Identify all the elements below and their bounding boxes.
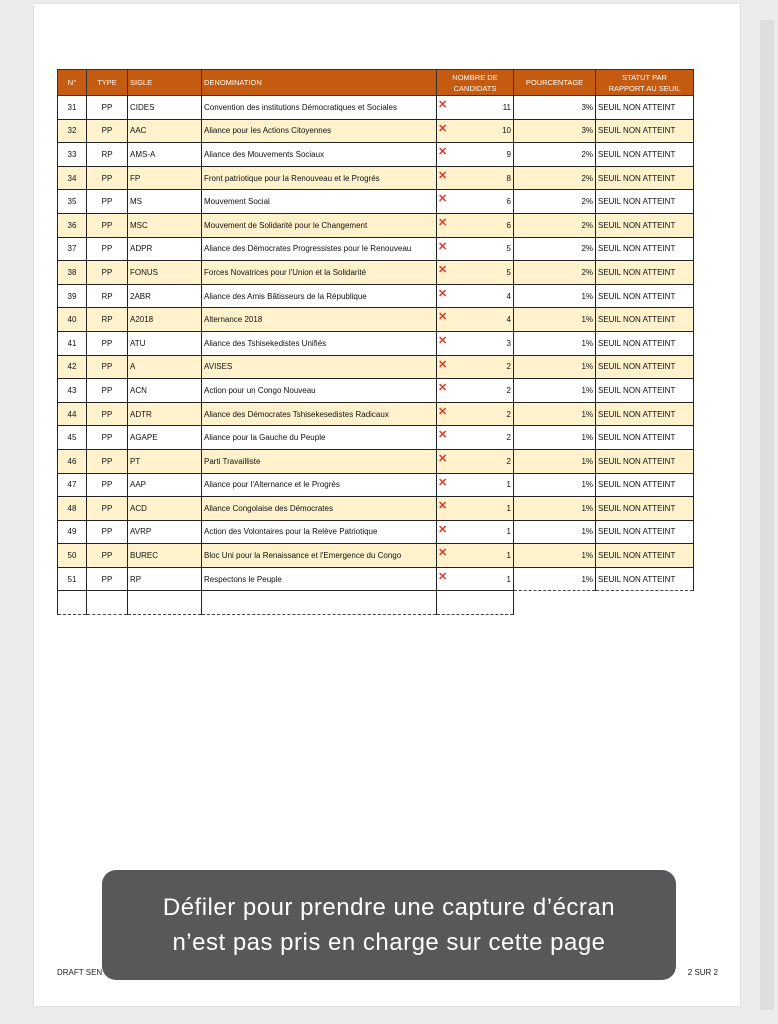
table-row <box>58 544 694 568</box>
cell-num: 42 <box>58 355 87 379</box>
cell-candidats <box>437 213 514 237</box>
cell-type: PP <box>87 426 128 450</box>
cell-sigle: ATU <box>128 331 202 355</box>
cell-sigle: FP <box>128 166 202 190</box>
table-row <box>58 284 694 308</box>
table-row <box>58 567 694 591</box>
cell-candidats <box>437 473 514 497</box>
cell-num: 36 <box>58 213 87 237</box>
cell-candidats-value: 4 <box>506 315 511 325</box>
x-mark-icon: ✕ <box>438 99 448 111</box>
cell-candidats <box>437 284 514 308</box>
cell-type: PP <box>87 520 128 544</box>
scrollbar-track[interactable] <box>760 20 774 1010</box>
blank-cell <box>128 591 202 615</box>
x-mark-icon: ✕ <box>438 429 448 442</box>
cell-candidats-value: 5 <box>506 267 511 277</box>
cell-statut: SEUIL NON ATTEINT <box>596 449 694 473</box>
cell-denomination: Front patriotique pour la Renouveau et le Progrés <box>202 166 437 190</box>
cell-candidats-value: 2 <box>506 362 511 372</box>
cell-sigle: FONUS <box>128 261 202 285</box>
cell-candidats <box>437 449 514 473</box>
cell-pourcentage: 1% <box>514 331 596 355</box>
cell-statut: SEUIL NON ATTEINT <box>596 331 694 355</box>
page-number: 2 SUR 2 <box>687 968 718 977</box>
cell-candidats-value: 5 <box>506 244 511 254</box>
cell-type: RP <box>87 284 128 308</box>
cell-type: PP <box>87 119 128 143</box>
cell-num: 43 <box>58 379 87 403</box>
cell-candidats-value: 9 <box>506 149 511 159</box>
x-mark-icon: ✕ <box>438 382 448 395</box>
document-page <box>34 4 740 1006</box>
cell-pourcentage: 1% <box>514 426 596 450</box>
cell-pourcentage: 2% <box>514 261 596 285</box>
cell-statut: SEUIL NON ATTEINT <box>596 355 694 379</box>
screenshot-toast <box>102 870 676 980</box>
cell-sigle: A <box>128 355 202 379</box>
cell-type: PP <box>87 497 128 521</box>
cell-candidats <box>437 567 514 591</box>
table-blank-row <box>58 591 694 615</box>
cell-candidats <box>437 308 514 332</box>
cell-denomination: Aliance des Tshisekedistes Unifiés <box>202 331 437 355</box>
table-row <box>58 96 694 120</box>
cell-candidats <box>437 379 514 403</box>
cell-num: 44 <box>58 402 87 426</box>
cell-pourcentage: 2% <box>514 190 596 214</box>
cell-sigle: AAC <box>128 119 202 143</box>
cell-candidats <box>437 190 514 214</box>
header-statut <box>596 70 694 96</box>
cell-statut: SEUIL NON ATTEINT <box>596 166 694 190</box>
cell-statut: SEUIL NON ATTEINT <box>596 143 694 167</box>
cell-pourcentage: 1% <box>514 308 596 332</box>
cell-candidats-value: 1 <box>506 551 511 561</box>
table-row <box>58 237 694 261</box>
cell-statut: SEUIL NON ATTEINT <box>596 190 694 214</box>
cell-num: 47 <box>58 473 87 497</box>
cell-sigle: ACN <box>128 379 202 403</box>
cell-num: 41 <box>58 331 87 355</box>
cell-denomination: Aliance des Démocrates Progressistes pour le Renouveau <box>202 237 437 261</box>
cell-pourcentage: 1% <box>514 473 596 497</box>
cell-statut: SEUIL NON ATTEINT <box>596 473 694 497</box>
table-row <box>58 426 694 450</box>
cell-statut: SEUIL NON ATTEINT <box>596 284 694 308</box>
x-mark-icon: ✕ <box>438 523 448 536</box>
cell-pourcentage: 2% <box>514 143 596 167</box>
header-candidats-line1: NOMBRE DE <box>452 72 498 82</box>
cell-candidats <box>437 166 514 190</box>
cell-denomination: Action des Volontaires pour la Relève Patriotique <box>202 520 437 544</box>
cell-num: 40 <box>58 308 87 332</box>
cell-statut: SEUIL NON ATTEINT <box>596 308 694 332</box>
table-row <box>58 520 694 544</box>
x-mark-icon: ✕ <box>438 240 448 253</box>
cell-pourcentage: 1% <box>514 544 596 568</box>
cell-pourcentage: 2% <box>514 213 596 237</box>
table-row <box>58 261 694 285</box>
cell-denomination: Action pour un Congo Nouveau <box>202 379 437 403</box>
cell-candidats-value: 8 <box>506 173 511 183</box>
cell-candidats-value: 1 <box>506 574 511 584</box>
table-row <box>58 497 694 521</box>
cell-denomination: Forces Novatrices pour l'Union et la Solidarité <box>202 261 437 285</box>
table-row <box>58 379 694 403</box>
cell-candidats-value: 2 <box>506 433 511 443</box>
cell-sigle: ADPR <box>128 237 202 261</box>
x-mark-icon: ✕ <box>438 264 448 277</box>
cell-type: PP <box>87 567 128 591</box>
header-statut-line1: STATUT PAR <box>622 72 667 82</box>
cell-denomination: Alternance 2018 <box>202 308 437 332</box>
cell-candidats-value: 3 <box>506 338 511 348</box>
x-mark-icon: ✕ <box>438 500 448 513</box>
cell-candidats <box>437 261 514 285</box>
cell-pourcentage: 1% <box>514 567 596 591</box>
cell-sigle: AVRP <box>128 520 202 544</box>
cell-type: PP <box>87 449 128 473</box>
cell-sigle: A2018 <box>128 308 202 332</box>
cell-candidats-value: 1 <box>506 480 511 490</box>
header-type: TYPE <box>87 70 128 96</box>
cell-pourcentage: 2% <box>514 237 596 261</box>
cell-num: 51 <box>58 567 87 591</box>
table-body <box>58 96 694 591</box>
x-mark-icon: ✕ <box>438 452 448 465</box>
cell-denomination: Aliance des Démocrates Tshisekesedistes Radicaux <box>202 402 437 426</box>
cell-candidats-value: 2 <box>506 409 511 419</box>
cell-type: PP <box>87 473 128 497</box>
cell-statut: SEUIL NON ATTEINT <box>596 520 694 544</box>
blank-cell <box>437 591 514 615</box>
cell-denomination: Respectons le Peuple <box>202 567 437 591</box>
cell-num: 38 <box>58 261 87 285</box>
cell-num: 46 <box>58 449 87 473</box>
cell-denomination: Mouvement de Solidarité pour le Changement <box>202 213 437 237</box>
header-candidats-line2: CANDIDATS <box>453 83 497 93</box>
cell-type: PP <box>87 402 128 426</box>
cell-pourcentage: 2% <box>514 166 596 190</box>
cell-pourcentage: 1% <box>514 520 596 544</box>
cell-type: PP <box>87 213 128 237</box>
cell-pourcentage: 1% <box>514 497 596 521</box>
table-row <box>58 190 694 214</box>
cell-candidats <box>437 497 514 521</box>
cell-type: PP <box>87 96 128 120</box>
blank-cell <box>202 591 437 615</box>
cell-denomination: Aliance pour la Gauche du Peuple <box>202 426 437 450</box>
header-sigle: SIGLE <box>128 70 202 96</box>
cell-candidats <box>437 544 514 568</box>
cell-denomination: Aliance des Mouvements Sociaux <box>202 143 437 167</box>
cell-type: PP <box>87 544 128 568</box>
x-mark-icon: ✕ <box>438 216 448 229</box>
cell-num: 39 <box>58 284 87 308</box>
table-row <box>58 166 694 190</box>
cell-type: PP <box>87 261 128 285</box>
cell-candidats <box>437 331 514 355</box>
cell-sigle: AGAPE <box>128 426 202 450</box>
cell-candidats-value: 2 <box>506 456 511 466</box>
cell-statut: SEUIL NON ATTEINT <box>596 497 694 521</box>
cell-num: 49 <box>58 520 87 544</box>
cell-type: RP <box>87 308 128 332</box>
x-mark-icon: ✕ <box>438 311 448 324</box>
cell-candidats <box>437 520 514 544</box>
x-mark-icon: ✕ <box>438 334 448 347</box>
table-row <box>58 308 694 332</box>
cell-sigle: ACD <box>128 497 202 521</box>
cell-type: PP <box>87 355 128 379</box>
cell-sigle: AMS-A <box>128 143 202 167</box>
cell-type: PP <box>87 190 128 214</box>
header-pourcentage: POURCENTAGE <box>514 70 596 96</box>
cell-num: 37 <box>58 237 87 261</box>
cell-num: 35 <box>58 190 87 214</box>
cell-num: 31 <box>58 96 87 120</box>
x-mark-icon: ✕ <box>438 287 448 300</box>
cell-pourcentage: 3% <box>514 96 596 120</box>
cell-sigle: AAP <box>128 473 202 497</box>
cell-num: 45 <box>58 426 87 450</box>
x-mark-icon: ✕ <box>438 169 448 182</box>
cell-candidats <box>437 119 514 143</box>
cell-type: PP <box>87 237 128 261</box>
cell-statut: SEUIL NON ATTEINT <box>596 379 694 403</box>
cell-candidats <box>437 402 514 426</box>
table-row <box>58 213 694 237</box>
cell-candidats <box>437 96 514 120</box>
results-table <box>57 69 694 615</box>
cell-pourcentage: 1% <box>514 284 596 308</box>
cell-sigle: MSC <box>128 213 202 237</box>
table-row <box>58 119 694 143</box>
cell-denomination: Mouvement Social <box>202 190 437 214</box>
header-num: N° <box>58 70 87 96</box>
x-mark-icon: ✕ <box>438 476 448 489</box>
cell-statut: SEUIL NON ATTEINT <box>596 544 694 568</box>
blank-cell <box>58 591 87 615</box>
cell-candidats-value: 11 <box>502 102 511 112</box>
cell-candidats <box>437 426 514 450</box>
blank-cell <box>596 591 694 615</box>
cell-pourcentage: 3% <box>514 119 596 143</box>
cell-candidats <box>437 143 514 167</box>
cell-candidats-value: 6 <box>506 197 511 207</box>
cell-candidats-value: 1 <box>506 503 511 513</box>
cell-type: RP <box>87 143 128 167</box>
table-row <box>58 402 694 426</box>
cell-sigle: ADTR <box>128 402 202 426</box>
cell-num: 32 <box>58 119 87 143</box>
x-mark-icon: ✕ <box>438 358 448 371</box>
cell-denomination: AVISES <box>202 355 437 379</box>
x-mark-icon: ✕ <box>438 570 448 583</box>
table-row <box>58 449 694 473</box>
cell-statut: SEUIL NON ATTEINT <box>596 96 694 120</box>
cell-statut: SEUIL NON ATTEINT <box>596 426 694 450</box>
cell-candidats-value: 10 <box>502 126 511 136</box>
cell-pourcentage: 1% <box>514 355 596 379</box>
cell-type: PP <box>87 331 128 355</box>
cell-denomination: Aliance des Amis Bâtisseurs de la République <box>202 284 437 308</box>
toast-line-2: n’est pas pris en charge sur cette page <box>172 929 606 956</box>
x-mark-icon: ✕ <box>438 193 448 206</box>
table-row <box>58 473 694 497</box>
cell-candidats <box>437 355 514 379</box>
cell-sigle: RP <box>128 567 202 591</box>
cell-sigle: MS <box>128 190 202 214</box>
cell-num: 48 <box>58 497 87 521</box>
blank-cell <box>87 591 128 615</box>
table-row <box>58 331 694 355</box>
header-candidats <box>437 70 514 96</box>
table-row <box>58 143 694 167</box>
cell-denomination: Aliance Congolaise des Démocrates <box>202 497 437 521</box>
cell-candidats-value: 2 <box>506 385 511 395</box>
x-mark-icon: ✕ <box>438 146 448 159</box>
footer-left-text: DRAFT SEN <box>57 968 103 977</box>
cell-denomination: Aliance pour les Actions Citoyennes <box>202 119 437 143</box>
cell-sigle: PT <box>128 449 202 473</box>
cell-candidats-value: 6 <box>506 220 511 230</box>
cell-pourcentage: 1% <box>514 402 596 426</box>
cell-pourcentage: 1% <box>514 449 596 473</box>
toast-line-1: Défiler pour prendre une capture d’écran <box>162 894 616 921</box>
cell-statut: SEUIL NON ATTEINT <box>596 567 694 591</box>
cell-statut: SEUIL NON ATTEINT <box>596 237 694 261</box>
cell-sigle: CIDES <box>128 96 202 120</box>
cell-statut: SEUIL NON ATTEINT <box>596 402 694 426</box>
cell-sigle: BUREC <box>128 544 202 568</box>
blank-cell <box>514 591 596 615</box>
cell-type: PP <box>87 166 128 190</box>
cell-num: 50 <box>58 544 87 568</box>
cell-denomination: Bloc Uni pour la Renaissance et l'Emergence du Congo <box>202 544 437 568</box>
x-mark-icon: ✕ <box>438 547 448 560</box>
cell-denomination: Aliance pour l'Alternance et le Progrès <box>202 473 437 497</box>
cell-statut: SEUIL NON ATTEINT <box>596 119 694 143</box>
cell-statut: SEUIL NON ATTEINT <box>596 261 694 285</box>
x-mark-icon: ✕ <box>438 405 448 418</box>
cell-sigle: 2ABR <box>128 284 202 308</box>
cell-candidats <box>437 237 514 261</box>
x-mark-icon: ✕ <box>438 122 448 135</box>
cell-denomination: Convention des institutions Démocratiques et Sociales <box>202 96 437 120</box>
cell-num: 34 <box>58 166 87 190</box>
cell-candidats-value: 4 <box>506 291 511 301</box>
cell-type: PP <box>87 379 128 403</box>
cell-denomination: Parti Travailliste <box>202 449 437 473</box>
cell-candidats-value: 1 <box>506 527 511 537</box>
table-header-row <box>58 70 694 96</box>
cell-num: 33 <box>58 143 87 167</box>
header-denomination: DENOMINATION <box>202 70 437 96</box>
cell-pourcentage: 1% <box>514 379 596 403</box>
table-row <box>58 355 694 379</box>
header-statut-line2: RAPPORT AU SEUIL <box>608 83 681 93</box>
cell-statut: SEUIL NON ATTEINT <box>596 213 694 237</box>
